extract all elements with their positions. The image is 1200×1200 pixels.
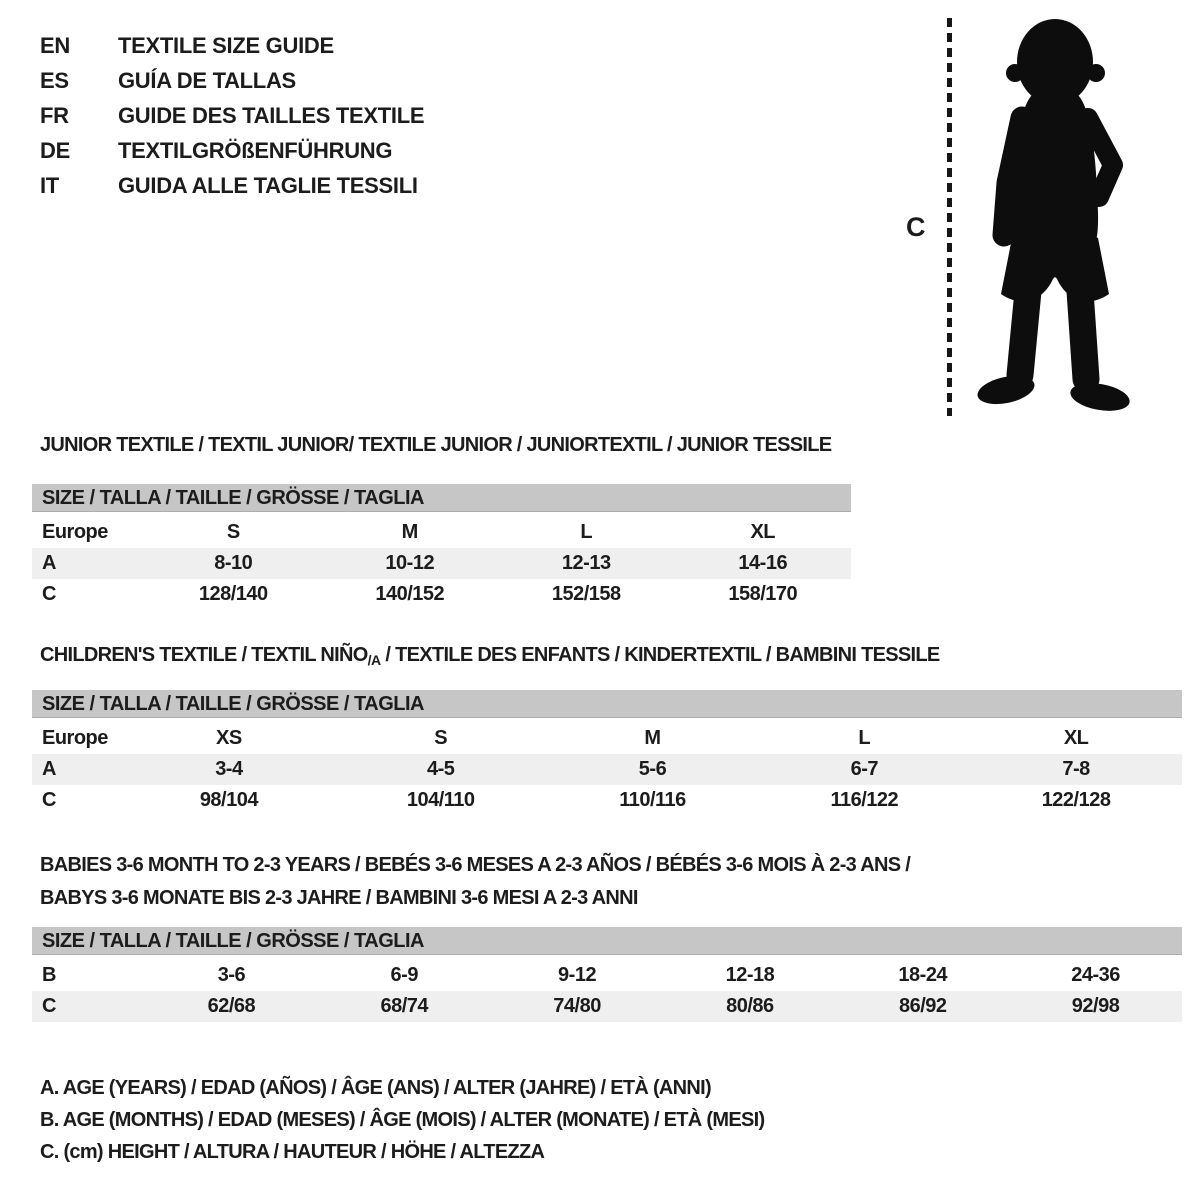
babies-row-height xyxy=(32,991,1182,1022)
children-title-subscript: /A xyxy=(367,652,381,668)
height-cell: 116/122 xyxy=(830,789,899,811)
height-cell: 98/104 xyxy=(199,789,258,811)
babies-size-header-bar: SIZE / TALLA / TAILLE / GRÖSSE / TAGLIA xyxy=(32,927,1182,955)
junior-row-age xyxy=(32,548,851,579)
age-cell: 4-5 xyxy=(426,758,455,780)
size-cell: M xyxy=(644,727,661,749)
months-cell: 12-18 xyxy=(725,964,775,986)
height-cell: 104/110 xyxy=(406,789,475,811)
months-cell: 9-12 xyxy=(558,964,597,986)
row-label: Europe xyxy=(42,727,108,749)
legend-line-c: C. (cm) HEIGHT / ALTURA / HAUTEUR / HÖHE / ALTEZZA xyxy=(40,1141,545,1163)
age-cell: 5-6 xyxy=(638,758,667,780)
babies-title-line2: BABYS 3-6 MONATE BIS 2-3 JAHRE / BAMBINI 3-6 MESI A 2-3 ANNI xyxy=(40,887,638,909)
months-cell: 24-36 xyxy=(1071,964,1120,986)
row-label: A xyxy=(42,758,56,780)
children-row-age xyxy=(32,754,1182,785)
height-cell: 152/158 xyxy=(551,583,621,605)
lang-title: GUÍA DE TALLAS xyxy=(118,67,296,93)
language-title-list xyxy=(40,28,424,203)
row-label: B xyxy=(42,964,56,986)
children-title-prefix: CHILDREN'S TEXTILE / TEXTIL NIÑO xyxy=(40,644,368,666)
row-label: Europe xyxy=(42,521,108,543)
lang-row-es xyxy=(40,63,424,98)
lang-row-en xyxy=(40,28,424,63)
size-cell: S xyxy=(226,521,240,543)
size-cell: L xyxy=(580,521,593,543)
lang-code: ES xyxy=(40,67,69,93)
age-cell: 8-10 xyxy=(214,552,253,574)
legend-line-a: A. AGE (YEARS) / EDAD (AÑOS) / ÂGE (ANS) / ALTER (JAHRE) / ETÀ (ANNI) xyxy=(40,1077,711,1099)
children-size-header-bar: SIZE / TALLA / TAILLE / GRÖSSE / TAGLIA xyxy=(32,690,1182,718)
lang-title: GUIDE DES TAILLES TEXTILE xyxy=(118,102,425,128)
row-label: A xyxy=(42,552,56,574)
height-cell: 122/128 xyxy=(1041,789,1111,811)
children-title-suffix: / TEXTILE DES ENFANTS / KINDERTEXTIL / BAMBINI TESSILE xyxy=(380,644,940,666)
age-cell: 12-13 xyxy=(561,552,611,574)
children-size-table xyxy=(32,690,1182,816)
toddler-silhouette-icon xyxy=(962,13,1137,418)
height-measure-dashed-line xyxy=(947,18,952,416)
children-row-europe xyxy=(32,723,1182,754)
size-cell: XS xyxy=(216,727,242,749)
legend-line-b: B. AGE (MONTHS) / EDAD (MESES) / ÂGE (MOIS) / ALTER (MONATE) / ETÀ (MESI) xyxy=(40,1109,765,1131)
babies-title-line1: BABIES 3-6 MONTH TO 2-3 YEARS / BEBÉS 3-6 MESES A 2-3 AÑOS / BÉBÉS 3-6 MOIS À 2-3 ANS / xyxy=(40,854,911,876)
row-label: C xyxy=(42,995,56,1017)
size-cell: XL xyxy=(1063,727,1089,749)
lang-row-de xyxy=(40,133,424,168)
size-cell: XL xyxy=(750,521,776,543)
junior-row-europe xyxy=(32,517,851,548)
junior-size-header-bar: SIZE / TALLA / TAILLE / GRÖSSE / TAGLIA xyxy=(32,484,851,512)
months-cell: 6-9 xyxy=(390,964,418,986)
lang-code: DE xyxy=(40,137,70,163)
lang-code: FR xyxy=(40,102,69,128)
height-cell: 110/116 xyxy=(619,789,686,811)
lang-code: EN xyxy=(40,32,70,58)
junior-size-table xyxy=(32,484,851,610)
age-cell: 6-7 xyxy=(850,758,878,780)
lang-title: TEXTILGRÖßENFÜHRUNG xyxy=(118,137,393,163)
children-section-title xyxy=(40,643,940,672)
children-row-height xyxy=(32,785,1182,816)
age-cell: 10-12 xyxy=(385,552,435,574)
months-cell: 18-24 xyxy=(898,964,948,986)
row-label: C xyxy=(42,583,56,605)
babies-row-months xyxy=(32,960,1182,991)
row-label: C xyxy=(42,789,56,811)
height-cell: 74/80 xyxy=(553,995,601,1017)
babies-size-table xyxy=(32,927,1182,1022)
size-cell: S xyxy=(434,727,448,749)
height-cell: 68/74 xyxy=(380,995,429,1017)
height-measure-label: C xyxy=(906,212,926,242)
height-cell: 86/92 xyxy=(898,995,947,1017)
size-cell: M xyxy=(401,521,418,543)
measure-legend xyxy=(40,1072,764,1168)
height-cell: 128/140 xyxy=(198,583,268,605)
height-cell: 80/86 xyxy=(726,995,774,1017)
height-cell: 140/152 xyxy=(375,583,445,605)
lang-row-fr xyxy=(40,98,424,133)
junior-section-title: JUNIOR TEXTILE / TEXTIL JUNIOR/ TEXTILE JUNIOR / JUNIORTEXTIL / JUNIOR TESSILE xyxy=(40,434,832,456)
months-cell: 3-6 xyxy=(217,964,246,986)
height-cell: 158/170 xyxy=(728,583,798,605)
babies-section-title xyxy=(40,849,910,915)
height-cell: 92/98 xyxy=(1071,995,1120,1017)
age-cell: 3-4 xyxy=(215,758,243,780)
size-cell: L xyxy=(858,727,871,749)
lang-code: IT xyxy=(40,172,59,198)
junior-row-height xyxy=(32,579,851,610)
height-cell: 62/68 xyxy=(207,995,256,1017)
lang-row-it xyxy=(40,168,424,203)
lang-title: GUIDA ALLE TAGLIE TESSILI xyxy=(118,172,418,198)
age-cell: 14-16 xyxy=(738,552,788,574)
age-cell: 7-8 xyxy=(1062,758,1090,780)
lang-title: TEXTILE SIZE GUIDE xyxy=(118,32,334,58)
